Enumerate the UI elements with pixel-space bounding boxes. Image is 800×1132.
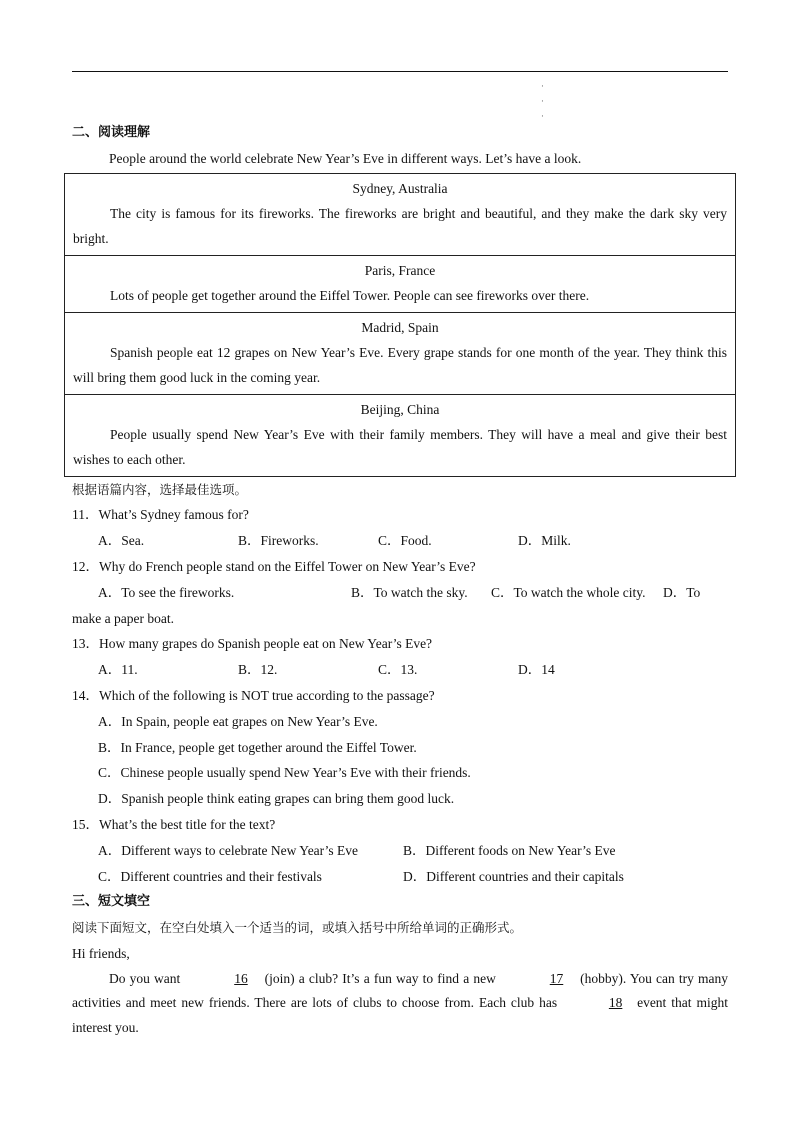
option-c[interactable]: C．Food.: [378, 533, 432, 549]
table-city: Sydney, Australia: [352, 180, 448, 196]
document-body: [72, 120, 728, 1040]
question-13: 13．How many grapes do Spanish people eat on New Year’s Eve?: [72, 636, 433, 652]
blank-18[interactable]: 18: [608, 995, 623, 1011]
section-heading-cloze: 三、短文填空: [72, 894, 151, 910]
table-row: [65, 174, 735, 256]
option-a[interactable]: A．To see the fireworks.: [98, 584, 235, 600]
passage-text: (join) a club? It’s a fun way to find a new: [264, 970, 496, 986]
table-row: [65, 313, 735, 395]
header-rule: [72, 71, 728, 72]
option-d-continuation: make a paper boat.: [72, 610, 174, 626]
question-15: 15．What’s the best title for the text?: [72, 816, 276, 832]
option-d[interactable]: D．Milk.: [518, 533, 571, 549]
options-12: [72, 580, 728, 606]
letter-greeting: Hi friends,: [72, 945, 130, 961]
question-11: 11．What’s Sydney famous for?: [72, 507, 249, 523]
option-a[interactable]: A．In Spain, people eat grapes on New Year’s Eve.: [98, 713, 378, 729]
blank-16[interactable]: 16: [234, 970, 248, 986]
passage-text: (hobby). You can try many activities and meet new friends. There are lots of clubs to choose from. Each club has: [72, 970, 729, 1011]
option-b[interactable]: B．In France, people get together around the Eiffel Tower.: [98, 739, 417, 755]
section-heading-reading: 二、阅读理解: [72, 125, 151, 140]
option-c[interactable]: C．To watch the whole city.: [491, 584, 646, 600]
reading-instruction: 根据语篇内容，选择最佳选项。: [72, 481, 248, 497]
option-a[interactable]: A．Sea.: [98, 533, 145, 549]
option-b[interactable]: B．To watch the sky.: [351, 584, 468, 600]
table-row: [65, 256, 735, 313]
option-b[interactable]: B．Different foods on New Year’s Eve: [403, 842, 616, 858]
city-table: [64, 173, 736, 477]
passage-text: Do you want: [109, 970, 181, 986]
table-city: Paris, France: [364, 262, 436, 278]
option-c[interactable]: C．Chinese people usually spend New Year’s Eve with their friends.: [98, 765, 471, 781]
margin-dots: · · ·: [541, 82, 544, 122]
option-d[interactable]: D．14: [518, 662, 555, 678]
option-d[interactable]: D．Spanish people think eating grapes can bring them good luck.: [98, 791, 455, 807]
options-13: [72, 657, 728, 683]
options-15-row1: [72, 838, 728, 864]
table-text: Lots of people get together around the Eiffel Tower. People can see fireworks over there.: [110, 287, 590, 303]
table-text: The city is famous for its fireworks. The fireworks are bright and beautiful, and they make the dark sky very bright.: [73, 205, 727, 246]
passage-text: event that might interest you.: [72, 995, 728, 1035]
option-b[interactable]: B．12.: [238, 662, 278, 678]
option-a[interactable]: A．11.: [98, 662, 138, 678]
question-12: 12．Why do French people stand on the Eiffel Tower on New Year’s Eve?: [72, 558, 476, 574]
blank-17[interactable]: 17: [549, 970, 564, 986]
cloze-passage: [72, 967, 728, 1041]
option-d[interactable]: D．Different countries and their capitals: [403, 868, 624, 884]
options-15-row2: [72, 864, 728, 890]
option-c[interactable]: C．Different countries and their festivals: [98, 868, 322, 884]
table-row: [65, 395, 735, 476]
option-b[interactable]: B．Fireworks.: [238, 533, 319, 549]
table-text: People usually spend New Year’s Eve with their family members. They will have a meal and give their best wishes to each other.: [73, 426, 727, 467]
table-text: Spanish people eat 12 grapes on New Year’s Eve. Every grape stands for one month of the year. They think this will bring them good luck in the coming year.: [73, 344, 727, 385]
option-d[interactable]: D．To: [663, 584, 701, 600]
options-11: [72, 528, 728, 554]
cloze-instruction: 阅读下面短文，在空白处填入一个适当的词，或填入括号中所给单词的正确形式。: [72, 920, 523, 936]
table-city: Madrid, Spain: [361, 319, 439, 335]
reading-intro: People around the world celebrate New Year’s Eve in different ways. Let’s have a look.: [109, 150, 582, 166]
option-c[interactable]: C．13.: [378, 662, 418, 678]
table-city: Beijing, China: [360, 401, 440, 417]
option-a[interactable]: A．Different ways to celebrate New Year’s Eve: [98, 842, 359, 858]
question-14: 14．Which of the following is NOT true according to the passage?: [72, 687, 435, 703]
